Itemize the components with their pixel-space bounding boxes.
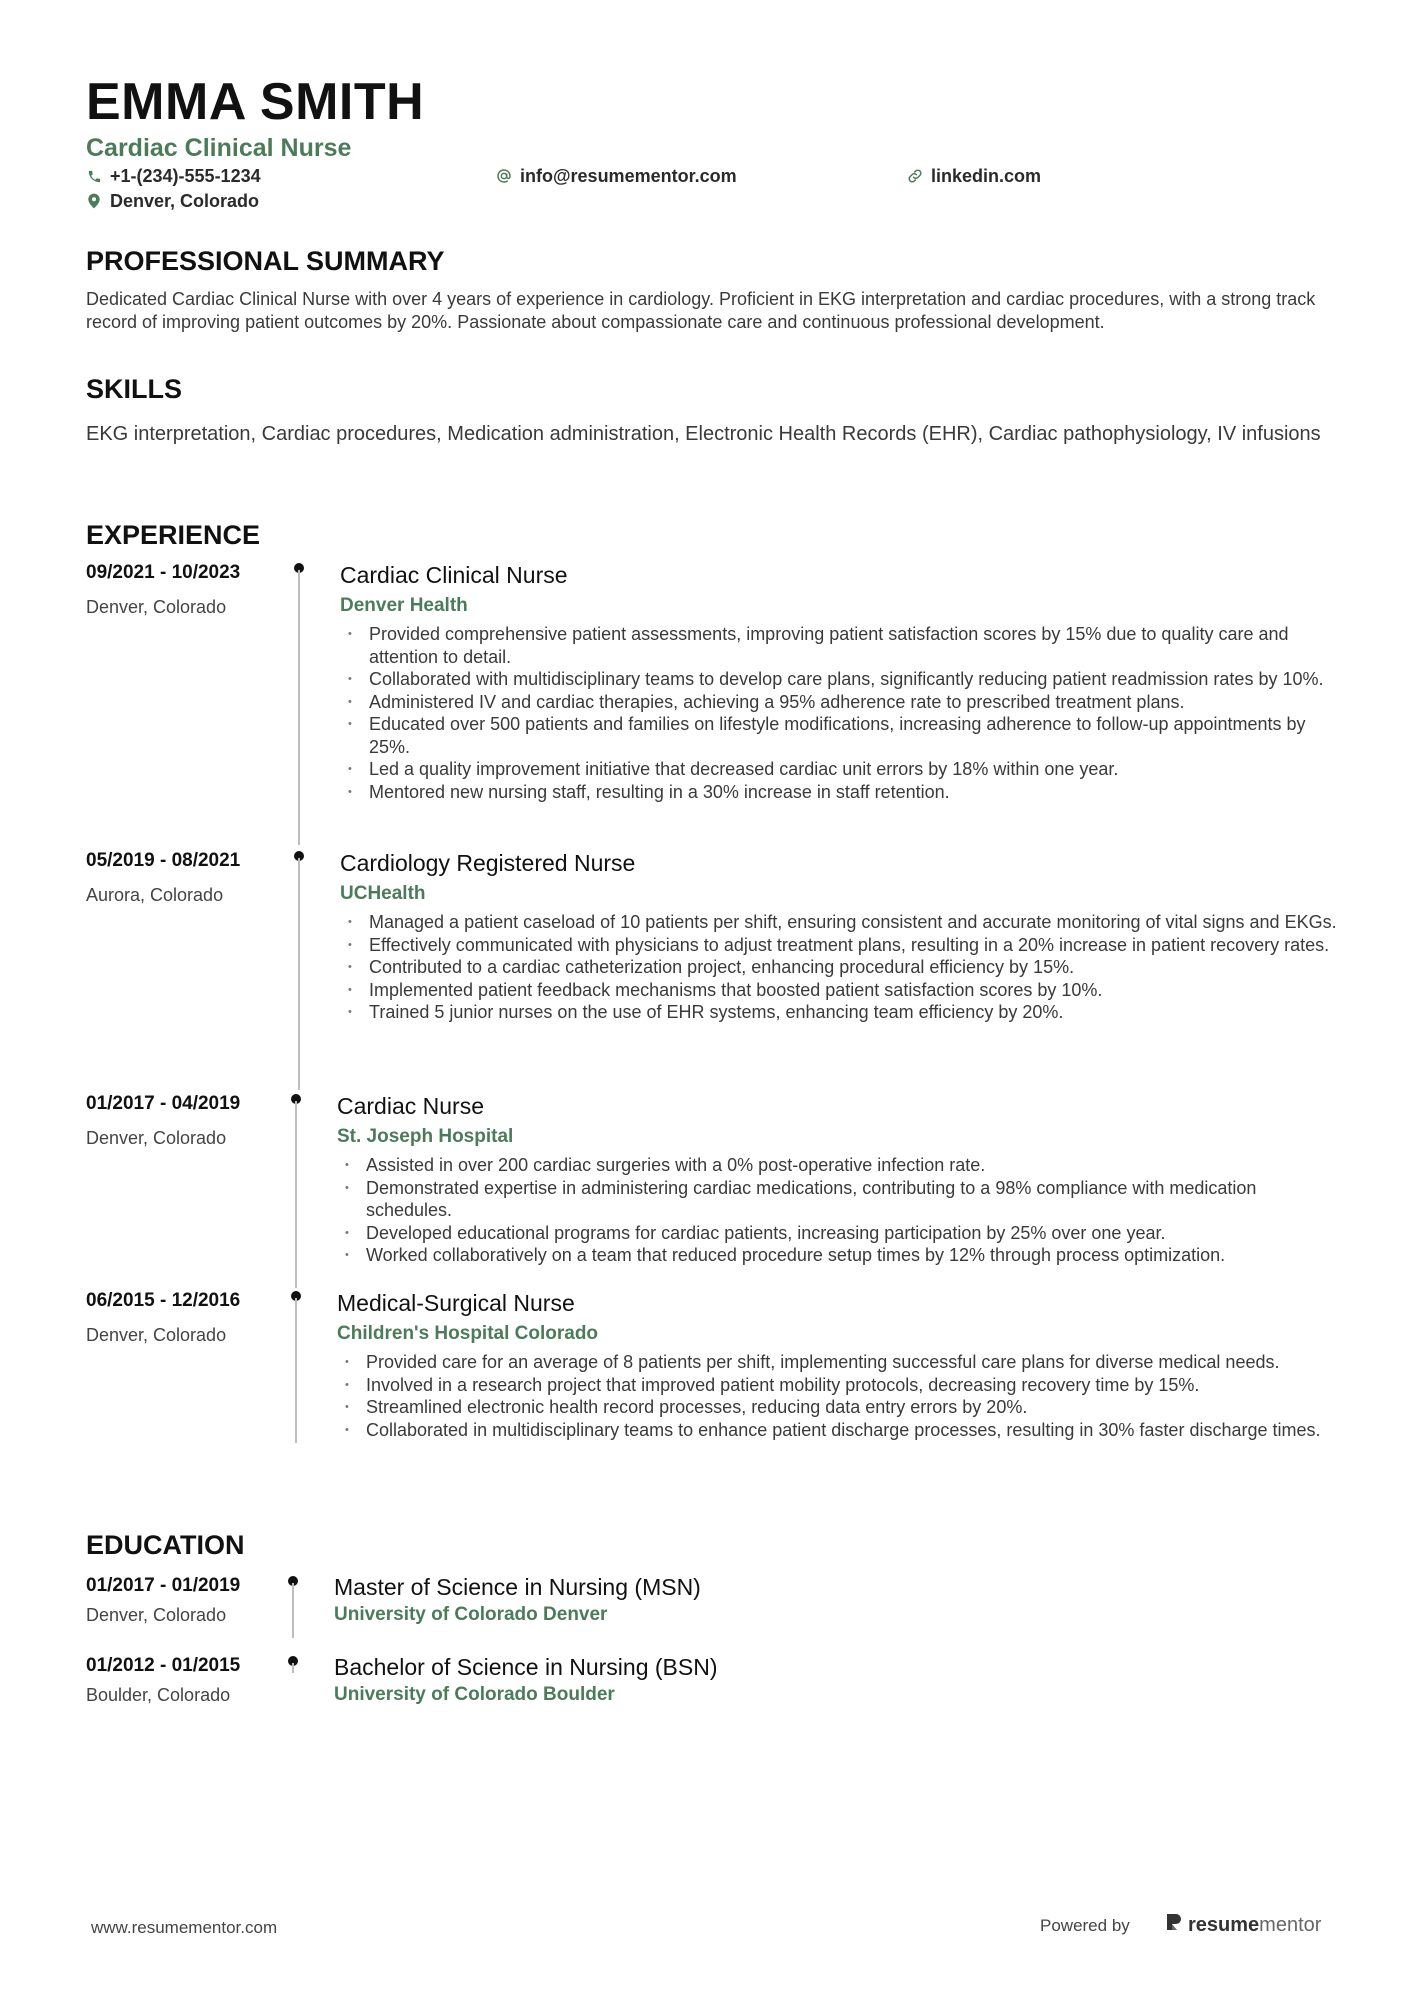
email-text: info@resumementor.com xyxy=(520,166,737,186)
entry-bullets xyxy=(340,623,1340,803)
brand-logo[interactable] xyxy=(1164,1912,1321,1938)
timeline-line xyxy=(292,1663,294,1673)
contact-phone xyxy=(86,164,261,188)
list-item: • Implemented patient feedback mechanisms that boosted patient satisfaction scores by 10%. xyxy=(340,979,1340,1002)
school-name: University of Colorado Boulder xyxy=(334,1684,615,1705)
candidate-name: EMMA SMITH xyxy=(86,73,425,131)
contact-linkedin[interactable] xyxy=(907,164,1041,188)
link-icon xyxy=(907,168,923,184)
list-item: • Provided comprehensive patient assessments, improving patient satisfaction scores by 15% due to quality care and attention to detail. xyxy=(340,623,1340,668)
list-item: • Effectively communicated with physicians to adjust treatment plans, resulting in a 20% increase in patient recovery rates. xyxy=(340,934,1340,957)
list-item: • Led a quality improvement initiative that decreased cardiac unit errors by 18% within one year. xyxy=(340,758,1340,781)
entry-location: Denver, Colorado xyxy=(86,1128,227,1148)
experience-heading: EXPERIENCE xyxy=(86,520,261,550)
footer-powered-by: Powered by xyxy=(1040,1916,1130,1935)
entry-org: St. Joseph Hospital xyxy=(337,1126,514,1147)
entry-dates: 09/2021 - 10/2023 xyxy=(86,562,241,583)
entry-org: UCHealth xyxy=(340,883,426,904)
list-item: • Mentored new nursing staff, resulting in a 30% increase in staff retention. xyxy=(340,781,1340,804)
entry-location: Denver, Colorado xyxy=(86,1605,227,1625)
summary-text: Dedicated Cardiac Clinical Nurse with over 4 years of experience in cardiology. Proficient in EKG interpretation and cardiac procedures, with a strong track record of improving patient outcomes by 20%. Passionate about compassionate care and continuous professional development. xyxy=(86,289,1316,332)
entry-bullets xyxy=(340,911,1340,1024)
contact-location xyxy=(86,189,259,213)
entry-location: Boulder, Colorado xyxy=(86,1685,231,1705)
list-item: • Worked collaboratively on a team that reduced procedure setup times by 12% through process optimization. xyxy=(337,1244,1337,1267)
list-item: • Streamlined electronic health record processes, reducing data entry errors by 20%. xyxy=(337,1396,1337,1419)
list-item: • Developed educational programs for cardiac patients, increasing participation by 25% over one year. xyxy=(337,1222,1337,1245)
entry-dates: 06/2015 - 12/2016 xyxy=(86,1290,241,1311)
brand-accent: mentor xyxy=(1259,1913,1322,1936)
list-item: • Trained 5 junior nurses on the use of EHR systems, enhancing team efficiency by 20%. xyxy=(340,1001,1340,1024)
experience-entry xyxy=(86,1091,1336,1288)
list-item: • Managed a patient caseload of 10 patients per shift, ensuring consistent and accurate monitoring of vital signs and EKGs. xyxy=(340,911,1340,934)
education-entry xyxy=(86,1573,1336,1638)
list-item: • Administered IV and cardiac therapies, achieving a 95% adherence rate to prescribed treatment plans. xyxy=(340,691,1340,714)
candidate-role: Cardiac Clinical Nurse xyxy=(86,134,352,162)
logo-mark-icon xyxy=(1164,1912,1182,1938)
phone-icon xyxy=(86,168,102,184)
timeline-line xyxy=(295,1298,297,1443)
timeline-line xyxy=(295,1101,297,1288)
timeline-line xyxy=(298,858,300,1090)
skills-heading: SKILLS xyxy=(86,374,183,404)
brand-main: resume xyxy=(1188,1913,1260,1936)
entry-title: Cardiology Registered Nurse xyxy=(340,850,636,876)
location-pin-icon xyxy=(86,193,102,209)
location-text: Denver, Colorado xyxy=(110,191,260,211)
entry-dates: 01/2012 - 01/2015 xyxy=(86,1655,241,1676)
entry-location: Aurora, Colorado xyxy=(86,885,224,905)
school-name: University of Colorado Denver xyxy=(334,1604,608,1625)
entry-title: Cardiac Clinical Nurse xyxy=(340,562,568,588)
summary-heading: PROFESSIONAL SUMMARY xyxy=(86,246,445,276)
experience-entry xyxy=(86,1288,1336,1448)
entry-bullets xyxy=(337,1351,1337,1441)
contact-email[interactable] xyxy=(496,164,737,188)
list-item: • Demonstrated expertise in administering cardiac medications, contributing to a 98% compliance with medication schedules. xyxy=(337,1177,1337,1222)
entry-title: Cardiac Nurse xyxy=(337,1093,484,1119)
experience-entry xyxy=(86,848,1336,1090)
list-item: • Assisted in over 200 cardiac surgeries with a 0% post-operative infection rate. xyxy=(337,1154,1337,1177)
entry-location: Denver, Colorado xyxy=(86,597,227,617)
list-item: • Provided care for an average of 8 patients per shift, implementing successful care plans for diverse medical needs. xyxy=(337,1351,1337,1374)
education-entry xyxy=(86,1653,1336,1713)
entry-location: Denver, Colorado xyxy=(86,1325,227,1345)
timeline-line xyxy=(298,570,300,845)
list-item: • Collaborated in multidisciplinary teams to enhance patient discharge processes, resulting in 30% faster discharge times. xyxy=(337,1419,1337,1442)
skills-text: EKG interpretation, Cardiac procedures, Medication administration, Electronic Health Records (EHR), Cardiac pathophysiology, IV infusions xyxy=(86,423,1321,445)
list-item: • Contributed to a cardiac catheterization project, enhancing procedural efficiency by 15%. xyxy=(340,956,1340,979)
at-icon xyxy=(496,168,512,184)
degree-title: Bachelor of Science in Nursing (BSN) xyxy=(334,1654,718,1680)
entry-bullets xyxy=(337,1154,1337,1267)
entry-org: Denver Health xyxy=(340,595,468,616)
entry-dates: 01/2017 - 04/2019 xyxy=(86,1093,241,1114)
education-heading: EDUCATION xyxy=(86,1530,245,1560)
footer-website[interactable]: www.resumementor.com xyxy=(91,1918,278,1937)
linkedin-text: linkedin.com xyxy=(931,166,1042,186)
experience-entry xyxy=(86,560,1336,845)
degree-title: Master of Science in Nursing (MSN) xyxy=(334,1574,701,1600)
list-item: • Collaborated with multidisciplinary teams to develop care plans, significantly reducing patient readmission rates by 10%. xyxy=(340,668,1340,691)
list-item: • Involved in a research project that improved patient mobility protocols, decreasing recovery time by 15%. xyxy=(337,1374,1337,1397)
entry-title: Medical-Surgical Nurse xyxy=(337,1290,575,1316)
entry-dates: 05/2019 - 08/2021 xyxy=(86,850,241,871)
entry-dates: 01/2017 - 01/2019 xyxy=(86,1575,241,1596)
entry-org: Children's Hospital Colorado xyxy=(337,1323,599,1344)
phone-text: +1-(234)-555-1234 xyxy=(110,166,261,186)
timeline-line xyxy=(292,1583,294,1638)
list-item: • Educated over 500 patients and families on lifestyle modifications, increasing adherence to follow-up appointments by 25%. xyxy=(340,713,1340,758)
